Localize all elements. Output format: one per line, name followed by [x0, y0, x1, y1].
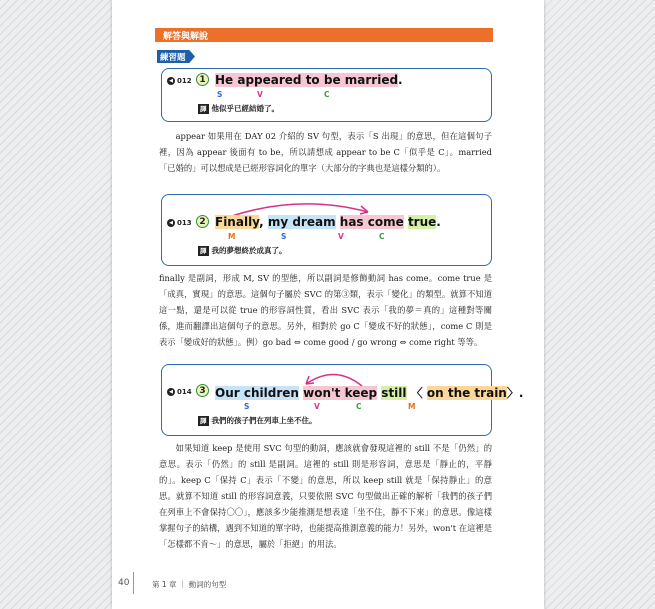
sentence-part: .	[436, 215, 441, 229]
translation-text: 我們的孩子們在列車上坐不住。	[211, 416, 317, 425]
subject-mark: S	[281, 232, 287, 241]
example-sentence-1	[215, 73, 403, 87]
audio-track-1[interactable]	[167, 77, 192, 85]
sentence-part: has come	[339, 215, 404, 229]
translation-2	[198, 245, 287, 256]
audio-track-number: 013	[177, 219, 192, 227]
sentence-part: 〉.	[506, 386, 524, 400]
translation-3	[198, 415, 317, 426]
complement-mark: C	[324, 90, 330, 99]
explanation-paragraph-3	[159, 440, 492, 552]
modifier-mark: M	[408, 402, 416, 411]
audio-track-number: 014	[177, 388, 192, 396]
verb-mark: V	[257, 90, 263, 99]
sentence-part: on the train	[426, 386, 507, 400]
modifier-mark: M	[228, 232, 236, 241]
audio-icon: ◀	[167, 219, 175, 227]
item-number-badge: 2	[196, 215, 209, 228]
translation-tag: 譯	[200, 246, 207, 255]
sentence-part: my dream	[267, 215, 336, 229]
example-sentence-3	[215, 384, 523, 401]
translation-1	[198, 103, 279, 114]
paragraph-text: 如果知道 keep 是使用 SVC 句型的動詞，應該就會發現這裡的 still 不是「仍然」的意思。表示「仍然」的 still 是副詞。這裡的 still 則是形容詞，意思是「靜止的，平靜的」。keep C「保持 C」表示「不變」的意思，所以 keep still 就是「保持靜止」的意思。就算不知道 still 的形容詞意義，只要依照 SVC 句型做出正確的解析「我們的孩子們在列車上不會保持〇〇」，應該多少能推測是想表達「坐不住，靜不下來」的意思。像這樣掌握句子的結構，遇到不知道的單字時，也能提高推測意義的能力！另外，won't 在這裡是「怎樣都不肯～」的意思，屬於「拒絕」的用法。	[159, 443, 492, 549]
sentence-part: Finally	[215, 215, 260, 229]
item-number-badge: 1	[196, 73, 209, 86]
verb-mark: V	[314, 402, 320, 411]
paragraph-text: appear 如果用在 DAY 02 介紹的 SV 句型，表示「S 出現」的意思，但在這個句子裡，因為 appear 後面有 to be，所以請想成 appear to be C「似乎是 C」。married「已婚的」可以想成是已經形容詞化的單字（大部分的字典也是這樣分類的）。	[159, 131, 492, 173]
practice-label: 練習題	[160, 53, 186, 63]
sentence-part: He appeared to be married	[215, 73, 399, 87]
item-number-badge: 3	[196, 384, 209, 397]
sentence-part: Our children	[215, 386, 299, 400]
audio-icon: ◀	[167, 77, 175, 85]
audio-track-2[interactable]	[167, 219, 192, 227]
translation-tag: 譯	[200, 104, 207, 113]
sentence-part: .	[398, 73, 403, 87]
verb-mark: V	[338, 232, 344, 241]
sentence-part: won't keep	[303, 386, 378, 400]
sentence-part: 〈	[406, 386, 427, 400]
translation-text: 我的夢想終於成真了。	[211, 246, 287, 255]
subject-mark: S	[244, 402, 250, 411]
audio-track-number: 012	[177, 77, 192, 85]
section-header-title: 解答與解說	[163, 32, 209, 42]
sentence-part: ,	[259, 215, 268, 229]
page-number: 40	[118, 578, 130, 588]
translation-tag: 譯	[200, 416, 207, 425]
audio-icon: ◀	[167, 388, 175, 396]
sentence-part: still	[381, 386, 407, 400]
explanation-paragraph-1	[159, 128, 492, 176]
subject-mark: S	[217, 90, 223, 99]
example-sentence-2	[215, 215, 441, 229]
audio-track-3[interactable]	[167, 388, 192, 396]
chapter-label: 第 1 章 ｜ 動詞的句型	[152, 580, 227, 589]
translation-text: 他似乎已經結婚了。	[211, 104, 279, 113]
complement-mark: C	[356, 402, 362, 411]
complement-mark: C	[379, 232, 385, 241]
paragraph-text: finally 是副詞，形成 M, SV 的型態，所以副詞是修飾動詞 has come。come true 是「成真，實現」的意思。這個句子屬於 SVC 的第③類，表示「變化」的類型。就算不知道這一點，還是可以從 true 的形容詞性質，看出 SVC 表示「我的夢＝真的」這種對等關係，進而翻譯出這個句子的意思。另外，相對於 go C「變成不好的狀態」，come C 則是表示「變成好的狀態」。例）go bad ⇔ come good / go wrong ⇔ come right 等等。	[159, 273, 492, 347]
sentence-part: true	[407, 215, 437, 229]
explanation-paragraph-2	[159, 270, 492, 350]
footer-divider	[133, 572, 134, 594]
